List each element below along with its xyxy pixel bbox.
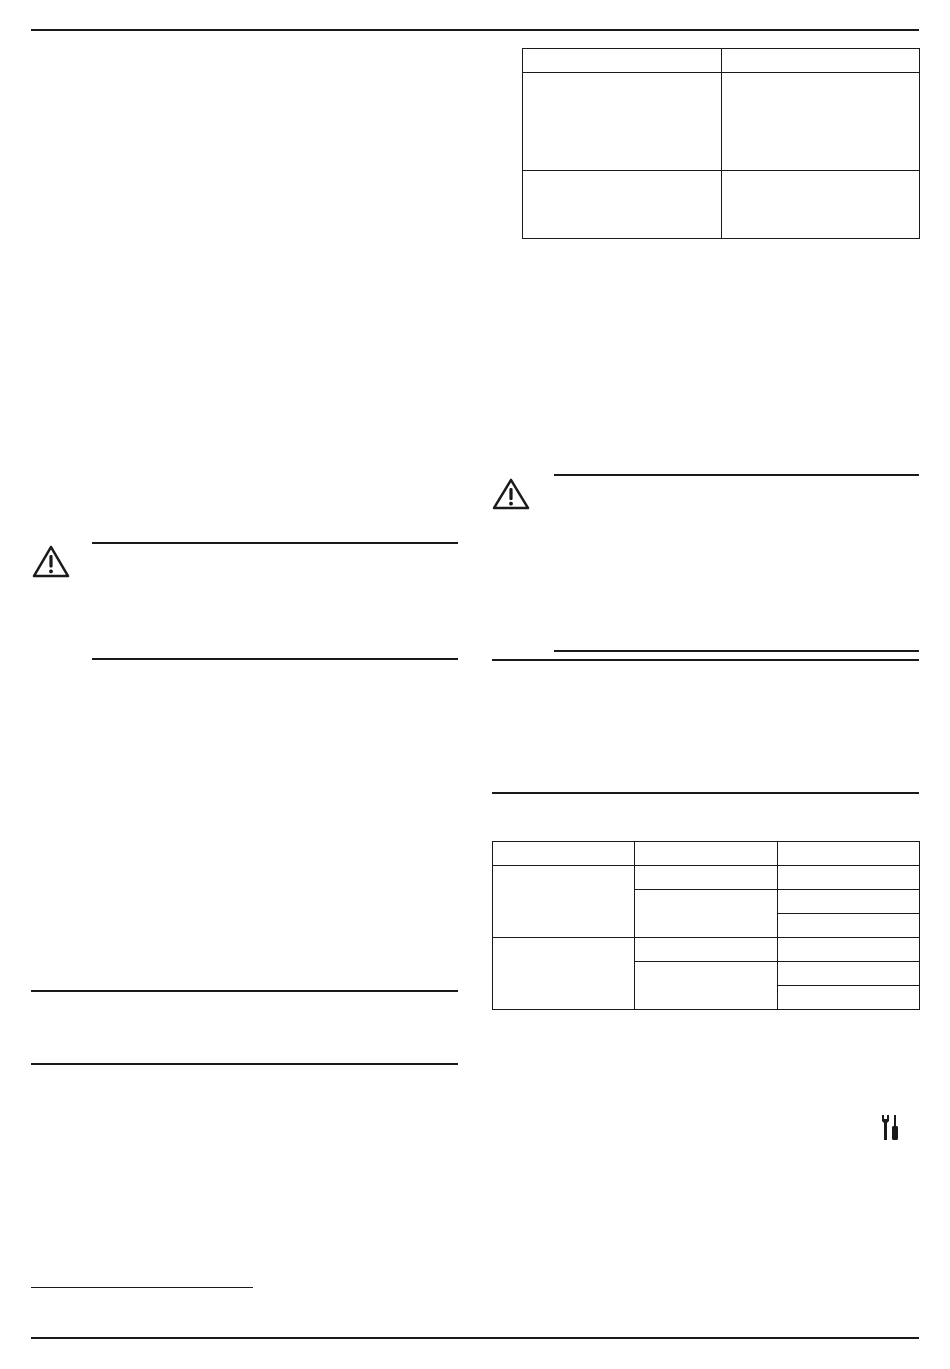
table-cell [778,890,920,914]
table-cell [635,866,778,890]
table-header-cell [523,49,722,73]
table-cell [493,866,635,938]
warning-bottom-rule [92,658,458,660]
table-cell [778,962,920,986]
spec-table-bottom [492,841,920,1010]
table-header-cell [722,49,920,73]
table-cell [722,73,920,171]
section-rule [492,792,919,794]
section-rule [31,1063,458,1065]
page-bottom-rule [31,1337,919,1339]
table-row [523,171,920,239]
spec-table-top [522,48,920,239]
table-cell [635,890,778,938]
warning-top-rule [554,474,919,476]
table-row [523,73,920,171]
footnote-rule [31,1287,253,1288]
table-header-cell [493,842,635,866]
table-cell [635,962,778,1010]
table-header-cell [635,842,778,866]
warning-triangle-icon [491,477,531,511]
section-rule [31,990,458,992]
table-row [523,49,920,73]
table-cell [493,938,635,1010]
table-cell [778,914,920,938]
warning-bottom-rule [554,650,919,652]
table-cell [778,866,920,890]
table-cell [778,986,920,1010]
wrench-screwdriver-icon [878,1113,902,1143]
table-row [493,938,920,962]
table-cell [778,938,920,962]
table-cell [523,73,722,171]
section-rule [492,659,919,661]
table-cell [523,171,722,239]
warning-top-rule [92,542,458,544]
warning-triangle-icon [31,544,71,579]
table-row [493,866,920,890]
table-cell [635,938,778,962]
page-top-rule [31,29,919,31]
table-row [493,842,920,866]
table-header-cell [778,842,920,866]
table-cell [722,171,920,239]
